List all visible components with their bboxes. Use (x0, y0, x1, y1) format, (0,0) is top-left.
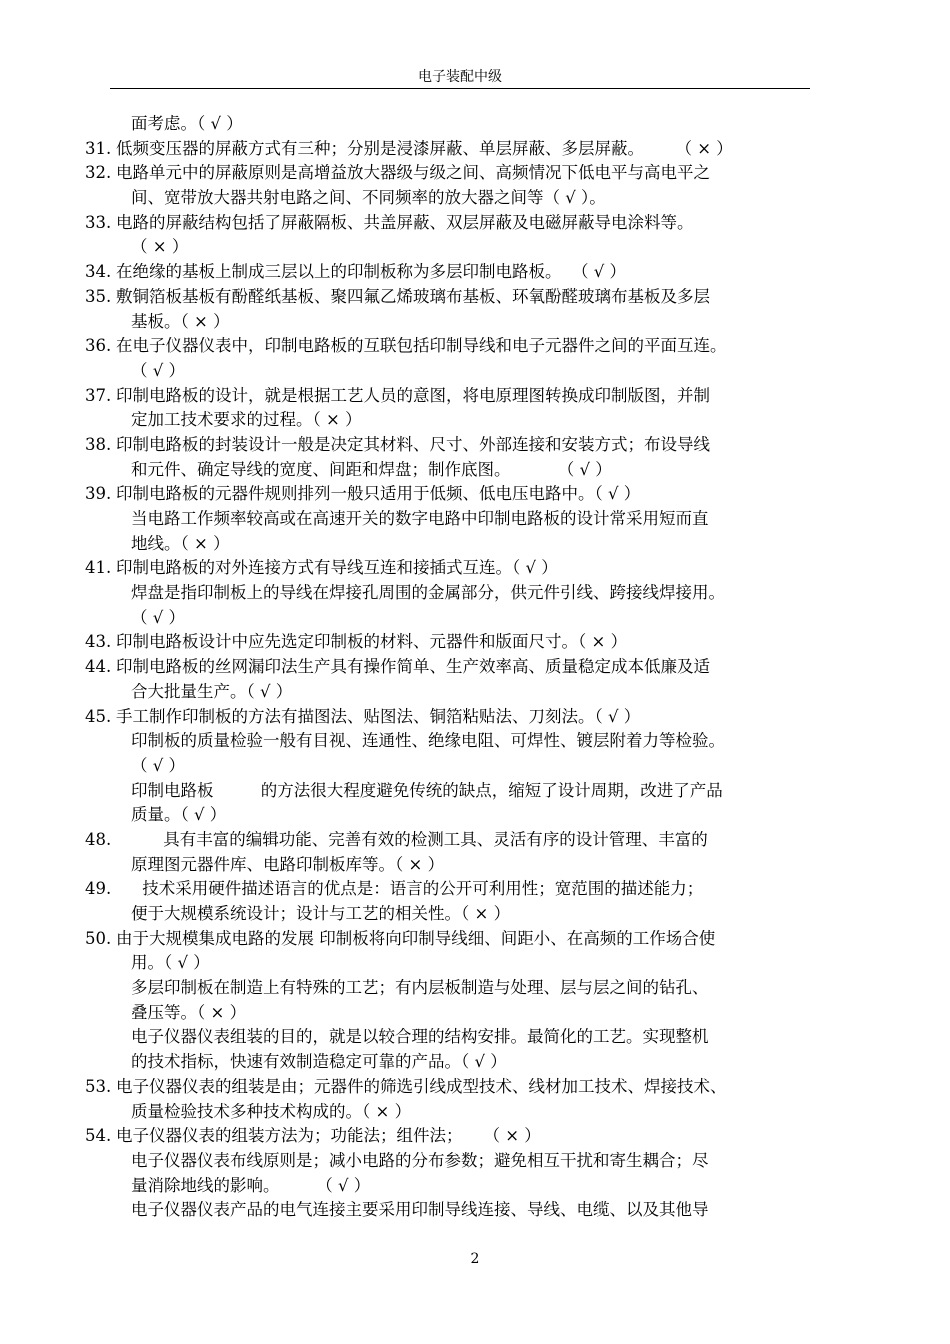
item-text: 电子仪器仪表布线原则是；减小电路的分布参数；避免相互干扰和寄生耦合；尽 (131, 1150, 709, 1170)
item-text: 当电路工作频率较高或在高速开关的数字电路中印制电路板的设计常采用短而直 (131, 509, 709, 528)
document-line (85, 1075, 810, 1100)
item-text: 质量。（ √ ） (131, 805, 227, 825)
item-number: 32. (85, 163, 112, 183)
item-text: 合大批量生产。（ √ ） (131, 681, 293, 701)
document-line (85, 754, 810, 779)
item-text: 由于大规模集成电路的发展 印制板将向印制导线细、间距小、在高频的工作场合使 (116, 928, 716, 948)
document-line (85, 655, 810, 680)
item-text: 敷铜箔板基板有酚醛纸基板、聚四氟乙烯玻璃布基板、环氧酚醛玻璃布基板及多层 (116, 286, 710, 306)
page-header-title: 电子装配中级 (418, 69, 502, 85)
document-line (85, 532, 810, 557)
item-number: 37. (85, 385, 112, 405)
item-text: （ √ ） (131, 755, 186, 775)
item-text: 电子仪器仪表产品的电气连接主要采用印制导线连接、导线、电缆、以及其他导 (131, 1200, 709, 1220)
item-text: 印制电路板的对外连接方式有导线互连和接插式互连。（ √ ） (116, 558, 558, 578)
item-text: 叠压等。（ × ） (131, 1002, 247, 1022)
item-number: 49. (85, 879, 112, 899)
document-line (85, 112, 810, 137)
item-number: 43. (85, 632, 112, 652)
document-line (85, 334, 810, 359)
item-text: 手工制作印制板的方法有描图法、贴图法、铜箔粘贴法、刀刻法。（ √ ） (116, 706, 641, 726)
document-line (85, 186, 810, 211)
document-line (85, 1198, 810, 1223)
item-text: 焊盘是指印制板上的导线在焊接孔周围的金属部分，供元件引线、跨接线焊接用。 (131, 583, 725, 603)
item-text: 印制板的质量检验一般有目视、连通性、绝缘电阻、可焊性、镀层附着力等检验。 (131, 731, 725, 751)
item-text: 低频变压器的屏蔽方式有三种；分别是浸漆屏蔽、单层屏蔽、多层屏蔽。 （ × ） (116, 138, 733, 158)
item-number: 35. (85, 286, 112, 306)
page-number: 2 (470, 1251, 480, 1267)
item-text: 印制电路板的丝网漏印法生产具有操作简单、生产效率高、质量稳定成本低廉及适 (116, 657, 710, 677)
document-line (85, 927, 810, 952)
item-text: 面考虑。（ √ ） (131, 114, 243, 133)
document-line (85, 1050, 810, 1075)
item-number: 34. (85, 262, 112, 282)
item-text: 印制电路板设计中应先选定印制板的材料、元器件和版面尺寸。（ × ） (116, 632, 628, 652)
item-text: 的技术指标，快速有效制造稳定可靠的产品。（ √ ） (131, 1052, 507, 1072)
item-number: 53. (85, 1076, 112, 1096)
document-line (85, 1001, 810, 1026)
item-text: 量消除地线的影响。 （ √ ） (131, 1175, 371, 1195)
document-line (85, 803, 810, 828)
item-text: 多层印制板在制造上有特殊的工艺；有内层板制造与处理、层与层之间的钻孔、 (131, 978, 709, 998)
document-line (85, 1100, 810, 1125)
document-line (85, 235, 810, 260)
document-body (85, 112, 810, 1223)
item-text: （ √ ） (131, 360, 186, 380)
document-line (85, 556, 810, 581)
document-line (85, 137, 810, 162)
document-line (85, 260, 810, 285)
item-number: 39. (85, 484, 112, 504)
item-number: 36. (85, 336, 112, 356)
item-text: 和元件、确定导线的宽度、间距和焊盘；制作底图。 （ √ ） (131, 459, 612, 479)
document-line (85, 384, 810, 409)
document-line (85, 853, 810, 878)
item-text: 技术采用硬件描述语言的优点是：语言的公开可利用性；宽范围的描述能力； (116, 879, 704, 899)
item-number: 31. (85, 138, 112, 158)
item-number: 45. (85, 706, 112, 726)
document-line (85, 705, 810, 730)
item-number: 41. (85, 558, 112, 578)
document-line (85, 285, 810, 310)
document-line (85, 976, 810, 1001)
item-text: 电路单元中的屏蔽原则是高增益放大器级与级之间、高频情况下低电平与高电平之 (116, 163, 710, 183)
document-line (85, 729, 810, 754)
item-text: 印制电路板的封装设计一般是决定其材料、尺寸、外部连接和安装方式；布设导线 (116, 434, 710, 454)
document-line (85, 482, 810, 507)
document-line (85, 779, 810, 804)
document-line (85, 211, 810, 236)
header-rule (110, 88, 810, 89)
document-line (85, 1174, 810, 1199)
item-number: 54. (85, 1126, 112, 1146)
document-line (85, 902, 810, 927)
item-text: 电子仪器仪表的组装是由；元器件的筛选引线成型技术、线材加工技术、焊接技术、 (116, 1076, 727, 1096)
document-line (85, 310, 810, 335)
item-text: 印制电路板的元器件规则排列一般只适用于低频、低电压电路中。（ √ ） (116, 484, 641, 504)
document-line (85, 951, 810, 976)
document-line (85, 828, 810, 853)
item-text: 在电子仪器仪表中，印制电路板的互联包括印制导线和电子元器件之间的平面互连。 (116, 336, 727, 356)
document-line (85, 408, 810, 433)
item-text: （ × ） (131, 237, 189, 257)
item-text: 原理图元器件库、电路印制板库等。（ × ） (131, 854, 445, 874)
item-number: 44. (85, 657, 112, 677)
document-line (85, 359, 810, 384)
item-text: 定加工技术要求的过程。（ × ） (131, 410, 362, 430)
document-line (85, 877, 810, 902)
document-line (85, 1025, 810, 1050)
document-line (85, 433, 810, 458)
item-text: 基板。（ × ） (131, 311, 230, 331)
item-text: 地线。（ × ） (131, 533, 230, 553)
item-text: 用。（ √ ） (131, 953, 210, 973)
item-text: 具有丰富的编辑功能、完善有效的检测工具、灵活有序的设计管理、丰富的 (116, 829, 708, 849)
item-number: 33. (85, 212, 112, 232)
document-line (85, 1124, 810, 1149)
document-line (85, 507, 810, 532)
item-number: 48. (85, 829, 112, 849)
item-text: 电路的屏蔽结构包括了屏蔽隔板、共盖屏蔽、双层屏蔽及电磁屏蔽导电涂料等。 (116, 212, 694, 232)
item-text: （ √ ） (131, 607, 186, 627)
document-line (85, 1149, 810, 1174)
item-text: 电子仪器仪表的组装方法为；功能法；组件法； （ × ） (116, 1126, 541, 1146)
item-text: 间、宽带放大器共射电路之间、不同频率的放大器之间等（ √ ）。 (131, 188, 606, 208)
item-text: 印制电路板的设计，就是根据工艺人员的意图，将电原理图转换成印制版图，并制 (116, 385, 710, 405)
item-number: 50. (85, 928, 112, 948)
item-text: 电子仪器仪表组装的目的，就是以较合理的结构安排。最简化的工艺。实现整机 (131, 1027, 709, 1047)
document-line (85, 606, 810, 631)
document-line (85, 458, 810, 483)
item-text: 质量检验技术多种技术构成的。（ × ） (131, 1101, 412, 1121)
document-line (85, 680, 810, 705)
document-line (85, 161, 810, 186)
document-line (85, 630, 810, 655)
item-text: 在绝缘的基板上制成三层以上的印制板称为多层印制电路板。 （ √ ） (116, 262, 626, 282)
document-line (85, 581, 810, 606)
item-text: 便于大规模系统设计；设计与工艺的相关性。（ × ） (131, 904, 511, 923)
item-text: 印制电路板 的方法很大程度避免传统的缺点，缩短了设计周期，改进了产品 (131, 780, 723, 800)
item-number: 38. (85, 434, 112, 454)
